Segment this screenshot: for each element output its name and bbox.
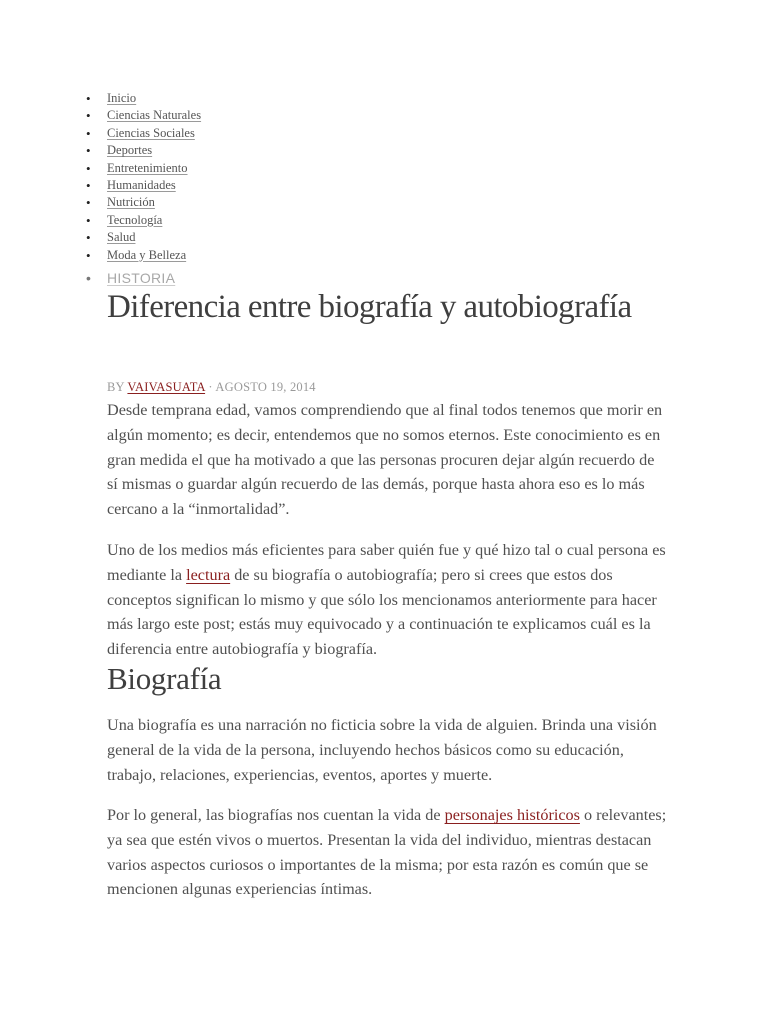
nav-item-salud [0, 229, 600, 246]
paragraph-medios [107, 538, 667, 662]
paragraph-text: de su biografía o autobiografía; pero si crees que estos dos conceptos significan lo mismo y que sólo los mencionamos anteriormente para hacer más largo este post; estás muy equivocado y a continuación te explicamos cuál es la diferencia entre autobiografía y biografía. [107, 565, 657, 659]
paragraph-personajes [107, 803, 667, 902]
bullet-icon: • [86, 143, 91, 159]
nav-item-entretenimiento [0, 160, 600, 177]
nav-item-ciencias-sociales [0, 125, 600, 142]
paragraph-text: Por lo general, las biografías nos cuentan la vida de [107, 806, 445, 824]
nav-link-deportes[interactable]: Deportes [107, 143, 153, 158]
nav-link-salud[interactable]: Salud [107, 230, 136, 245]
nav-item-tecnologia [0, 212, 600, 229]
bullet-icon: • [86, 230, 91, 246]
nav-link-moda-y-belleza[interactable]: Moda y Belleza [107, 247, 187, 262]
lectura-link[interactable]: lectura [186, 565, 231, 584]
byline-prefix: BY [107, 380, 125, 394]
nav-link-tecnologia[interactable]: Tecnología [107, 212, 163, 227]
nav-item-ciencias-naturales [0, 107, 600, 124]
bullet-icon: • [86, 108, 91, 124]
nav-link-humanidades[interactable]: Humanidades [107, 177, 176, 192]
section-heading-biografia: Biografía [107, 661, 222, 696]
paragraph-definicion: Una biografía es una narración no ficticia sobre la vida de alguien. Brinda una visión general de la vida de la persona, incluyendo hechos básicos como su educación, trabajo, relaciones, experiencias, eventos, aportes y muerte. [107, 716, 657, 784]
category-nav [0, 90, 600, 264]
nav-link-inicio[interactable]: Inicio [107, 91, 137, 105]
bullet-icon: • [86, 91, 91, 106]
category-tag [0, 268, 175, 288]
nav-link-ciencias-sociales[interactable]: Ciencias Sociales [107, 125, 195, 140]
paragraph-text: o relevantes; ya sea que estén vivos o muertos. Presentan la vida del individuo, mientras destacan varios aspectos curiosos o importantes de la misma; por esta razón es común que se mencionen algunas experiencias íntimas. [107, 806, 667, 899]
article-meta [107, 378, 316, 396]
paragraph-intro: Desde temprana edad, vamos comprendiendo que al final todos tenemos que morir en algún momento; es decir, entendemos que no somos eternos. Este conocimiento es en gran medida el que ha motivado a que las personas procuren dejar algún recuerdo de sí mismas o guardar algún recuerdo de las demás, porque hasta ahora eso es lo más cercano a la “inmortalidad”. [107, 401, 663, 519]
meta-separator: · [205, 380, 216, 394]
bullet-icon: • [86, 247, 91, 263]
nav-item-inicio [0, 90, 600, 107]
paragraph-text: Uno de los medios más eficientes para saber quién fue y qué hizo tal o cual persona es mediante la [107, 541, 666, 584]
bullet-icon: • [86, 212, 91, 228]
nav-item-moda-y-belleza [0, 247, 600, 264]
publish-date: AGOSTO 19, 2014 [215, 380, 316, 394]
bullet-icon: • [86, 270, 92, 286]
nav-item-deportes [0, 142, 600, 159]
bullet-icon: • [86, 177, 91, 193]
nav-item-humanidades [0, 177, 600, 194]
nav-link-entretenimiento[interactable]: Entretenimiento [107, 160, 188, 175]
article-title: Diferencia entre biografía y autobiografía [107, 289, 632, 325]
personajes-historicos-link[interactable]: personajes históricos [444, 806, 580, 824]
bullet-icon: • [86, 160, 91, 176]
nav-link-ciencias-naturales[interactable]: Ciencias Naturales [107, 108, 202, 123]
nav-item-nutricion [0, 194, 600, 211]
nav-link-nutricion[interactable]: Nutrición [107, 195, 155, 210]
category-link[interactable]: HISTORIA [107, 270, 176, 286]
bullet-icon: • [86, 195, 91, 211]
bullet-icon: • [86, 125, 91, 141]
author-link[interactable]: VAIVASUATA [127, 380, 206, 394]
